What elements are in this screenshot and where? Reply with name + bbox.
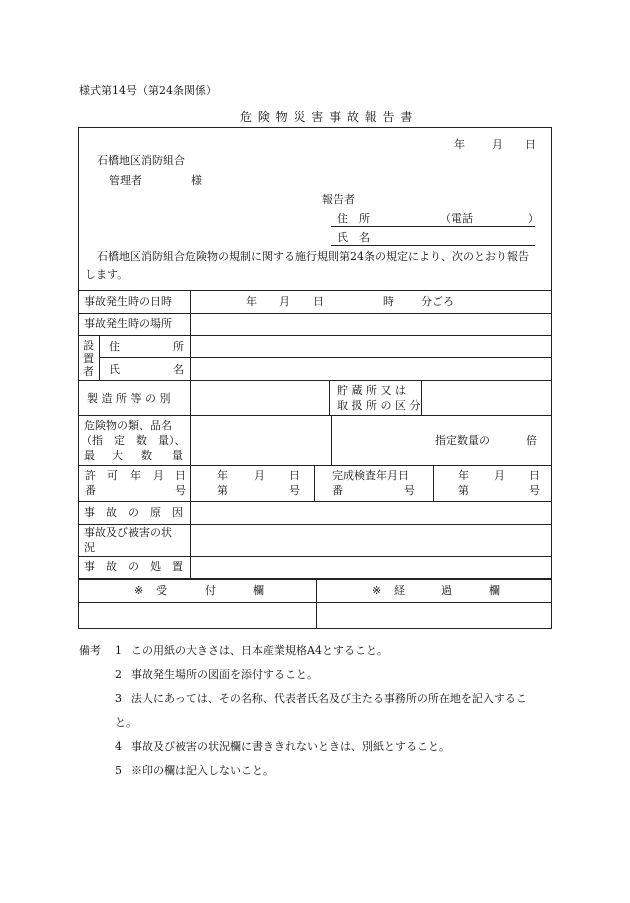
page-title: 危 険 物 災 害 事 故 報 告 書 xyxy=(240,110,414,124)
form-number: 様式第14号（第24条関係） xyxy=(79,84,217,97)
datetime-month: 月 xyxy=(279,295,290,308)
hazmat-label-3a: 最 xyxy=(84,449,95,462)
progress-mark: ※ xyxy=(372,584,382,597)
installer-address-2: 所 xyxy=(173,340,184,353)
multiple-unit: 倍 xyxy=(526,434,537,447)
inspection-day: 日 xyxy=(529,469,540,482)
damage-label-1: 事故及び被害の状 xyxy=(84,526,172,539)
inspection-label-2a: 番 xyxy=(332,484,343,497)
measures-label: 事 故 の 処 置 xyxy=(84,560,183,573)
inspection-year: 年 xyxy=(458,469,469,482)
permit-day: 日 xyxy=(289,469,300,482)
installer-char-2: 置 xyxy=(83,352,94,365)
receipt-2: 付 xyxy=(205,584,216,597)
reporter-phone-close: ） xyxy=(528,212,539,225)
datetime-year: 年 xyxy=(246,295,257,308)
note-2-no: 2 xyxy=(115,668,122,681)
note-3-no: 3 xyxy=(115,692,122,705)
place-label: 事故発生時の場所 xyxy=(84,317,172,330)
installer-char-1: 設 xyxy=(83,339,94,352)
hazmat-label-1: 危険物の類、品名 xyxy=(84,419,172,432)
datetime-hour: 時 xyxy=(383,295,394,308)
receipt-mark: ※ xyxy=(134,584,144,597)
address-underline xyxy=(331,226,535,227)
permit-month: 月 xyxy=(254,469,265,482)
reporter-label: 報告者 xyxy=(322,193,355,206)
notes-label: 備考 xyxy=(79,644,101,657)
reporter-name-label: 氏 名 xyxy=(337,231,370,244)
progress-1: 経 xyxy=(394,584,405,597)
permit-1e: 日 xyxy=(175,469,186,482)
note-3-text: 法人にあっては、その名称、代表者氏名及び主たる事務所の所在地を記入するこ xyxy=(131,692,527,705)
note-3-text-cont: と。 xyxy=(115,716,137,729)
reporter-address-label: 住 所 xyxy=(337,212,370,225)
facility-label: 製 造 所 等 の 別 xyxy=(87,392,171,405)
hazmat-label-3d: 量 xyxy=(172,449,183,462)
inspection-label-2b: 号 xyxy=(404,484,415,497)
damage-label-2: 況 xyxy=(84,541,95,554)
note-5-text: ※印の欄は記入しないこと。 xyxy=(131,764,274,777)
datetime-label: 事故発生時の日時 xyxy=(84,295,172,308)
permit-1c: 年 xyxy=(130,469,141,482)
installer-name-2: 名 xyxy=(173,363,184,376)
receipt-3: 欄 xyxy=(253,584,264,597)
note-2-text: 事故発生場所の図面を添付すること。 xyxy=(131,668,318,681)
date-year: 年 xyxy=(454,138,465,151)
installer-name-1: 氏 xyxy=(109,363,120,376)
date-month: 月 xyxy=(492,138,503,151)
progress-3: 欄 xyxy=(489,584,500,597)
permit-1a: 許 xyxy=(85,469,96,482)
note-1-text: この用紙の大きさは、日本産業規格A4とすること。 xyxy=(131,644,388,657)
datetime-minute: 分ごろ xyxy=(421,295,454,308)
hazmat-label-3b: 大 xyxy=(112,449,123,462)
note-4-text: 事故及び被害の状況欄に書ききれないときは、別紙とすること。 xyxy=(131,740,450,753)
permit-2a: 番 xyxy=(85,484,96,497)
progress-2: 過 xyxy=(441,584,452,597)
inspection-dai: 第 xyxy=(458,484,469,497)
datetime-day: 日 xyxy=(313,295,324,308)
permit-2b: 号 xyxy=(175,484,186,497)
multiple-label: 指定数量の xyxy=(435,434,490,447)
permit-year: 年 xyxy=(217,469,228,482)
inspection-month: 月 xyxy=(494,469,505,482)
addressee-manager: 管理者 xyxy=(109,174,142,187)
installer-char-3: 者 xyxy=(83,365,94,378)
storage-label-1: 貯 蔵 所 又 は xyxy=(337,384,406,397)
hazmat-label-3c: 数 xyxy=(141,449,152,462)
intro-line-2: します。 xyxy=(85,268,129,281)
note-1-no: 1 xyxy=(115,644,122,657)
inspection-go: 号 xyxy=(529,484,540,497)
storage-label-2: 取 扱 所 の 区 分 xyxy=(337,399,421,412)
note-4-no: 4 xyxy=(115,740,122,753)
inspection-label-1: 完成検査年月日 xyxy=(332,469,409,482)
reporter-phone-label: （電話 xyxy=(440,212,473,225)
cause-label: 事 故 の 原 因 xyxy=(84,506,183,519)
installer-address-1: 住 xyxy=(109,340,120,353)
addressee-sama: 様 xyxy=(191,174,202,187)
date-day: 日 xyxy=(525,138,536,151)
addressee-org: 石橋地区消防組合 xyxy=(97,154,185,167)
note-5-no: 5 xyxy=(115,764,122,777)
permit-1b: 可 xyxy=(107,469,118,482)
report-form xyxy=(78,127,552,629)
hazmat-label-2: （指 定 数 量）、 xyxy=(81,434,186,447)
receipt-1: 受 xyxy=(156,584,167,597)
permit-go: 号 xyxy=(289,484,300,497)
name-underline xyxy=(331,245,535,246)
permit-1d: 月 xyxy=(153,469,164,482)
permit-dai: 第 xyxy=(217,484,228,497)
intro-line-1: 石橋地区消防組合危険物の規制に関する施行規則第24条の規定により、次のとおり報告 xyxy=(97,250,529,263)
